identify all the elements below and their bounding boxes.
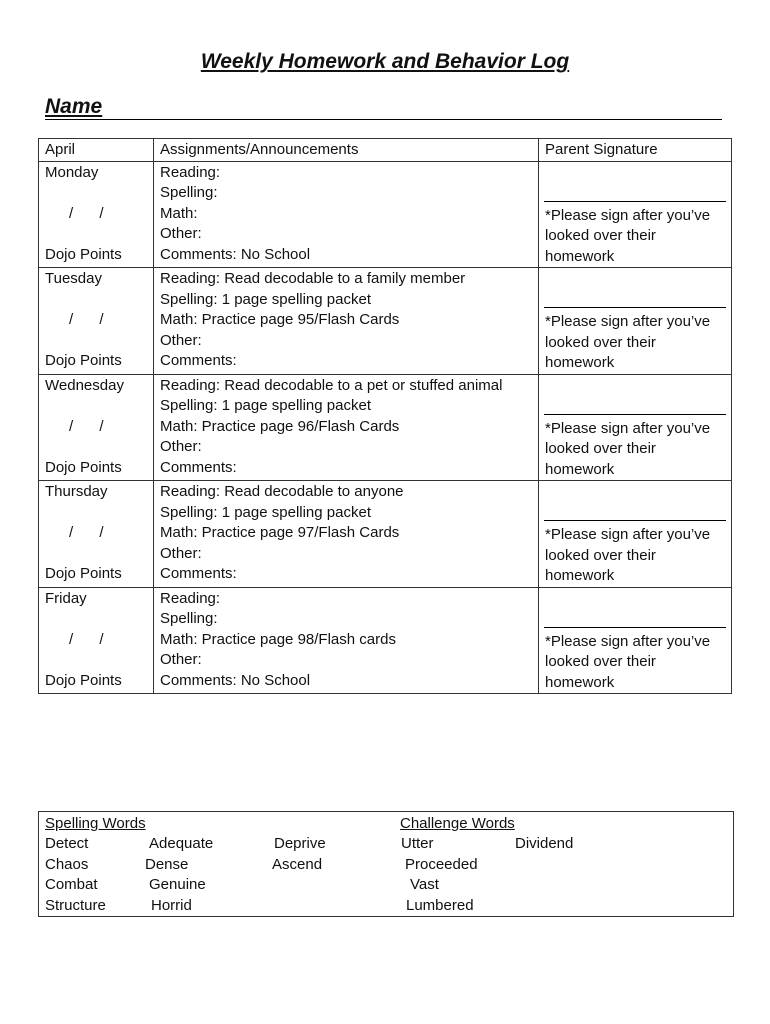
dojo-points-label: Dojo Points	[45, 245, 122, 263]
date-blank[interactable]: / /	[69, 311, 104, 328]
assignment-line: Math: Practice page 95/Flash Cards	[160, 311, 400, 328]
signature-line[interactable]	[544, 269, 726, 308]
signature-cell	[539, 481, 732, 588]
date-blank[interactable]: / /	[69, 630, 104, 648]
spelling-word: Combat	[45, 876, 98, 893]
assignments-cell	[154, 374, 539, 481]
assignment-line: Comments: No School	[160, 671, 311, 689]
word-list-box	[38, 811, 734, 917]
assignment-line: Reading:	[160, 589, 221, 607]
assignment-line: Comments:	[160, 565, 237, 582]
assignment-line: Reading:	[160, 163, 221, 181]
spelling-word: Deprive	[274, 835, 326, 852]
date-blank[interactable]: / /	[69, 417, 104, 435]
assignments-header: Assignments/Announcements	[154, 139, 539, 162]
assignment-line: Reading: Read decodable to a pet or stuffed animal	[160, 376, 503, 394]
assignment-line: Spelling:	[160, 184, 218, 201]
assignment-line: Reading: Read decodable to anyone	[160, 483, 404, 500]
assignment-line: Math:	[160, 204, 198, 222]
dojo-points-label: Dojo Points	[45, 458, 122, 476]
page-title: Weekly Homework and Behavior Log	[200, 50, 570, 73]
sign-note: *Please sign after you’ve looked over their homework	[545, 206, 711, 265]
signature-cell	[539, 587, 732, 694]
spelling-word: Horrid	[151, 897, 192, 914]
assignment-line: Comments:	[160, 352, 237, 369]
day-cell	[39, 374, 154, 481]
assignment-line: Comments: No School	[160, 245, 311, 263]
assignments-cell	[154, 268, 539, 375]
challenge-word: Vast	[410, 876, 439, 893]
day-cell	[39, 161, 154, 268]
assignment-line: Reading: Read decodable to a family member	[160, 270, 466, 287]
assignment-line: Other:	[160, 438, 202, 455]
dojo-points-label: Dojo Points	[45, 671, 122, 689]
day-name: Monday	[45, 163, 99, 181]
challenge-words-header: Challenge Words	[400, 815, 515, 832]
signature-cell	[539, 268, 732, 375]
assignment-line: Math: Practice page 97/Flash Cards	[160, 524, 400, 541]
assignment-line: Comments:	[160, 458, 237, 476]
spelling-word: Chaos	[45, 856, 89, 873]
name-label: Name	[45, 95, 103, 118]
spelling-words-header: Spelling Words	[45, 815, 146, 832]
signature-line[interactable]	[544, 589, 726, 628]
day-name: Friday	[45, 589, 87, 607]
signature-line[interactable]	[544, 482, 726, 521]
challenge-word: Utter	[401, 835, 434, 852]
sign-note: *Please sign after you’ve looked over their homework	[545, 526, 711, 584]
day-name: Thursday	[45, 483, 108, 500]
day-cell	[39, 268, 154, 375]
name-field[interactable]	[45, 95, 722, 120]
spelling-word: Genuine	[149, 876, 206, 893]
assignment-line: Spelling: 1 page spelling packet	[160, 503, 371, 521]
table-row	[39, 268, 732, 375]
sign-note: *Please sign after you’ve looked over their homework	[545, 419, 711, 478]
assignment-line: Other:	[160, 651, 202, 668]
signature-line[interactable]	[544, 163, 726, 202]
signature-cell	[539, 374, 732, 481]
date-blank[interactable]: / /	[69, 524, 104, 541]
spelling-word: Ascend	[272, 856, 323, 873]
challenge-word: Dividend	[515, 835, 574, 852]
signature-cell	[539, 161, 732, 268]
day-name: Wednesday	[45, 376, 124, 394]
spelling-word: Structure	[45, 897, 106, 914]
dojo-points-label: Dojo Points	[45, 565, 122, 582]
homework-log-table	[38, 138, 732, 694]
assignments-cell	[154, 481, 539, 588]
challenge-word: Lumbered	[406, 897, 474, 914]
spelling-word: Detect	[45, 835, 89, 852]
assignment-line: Math: Practice page 98/Flash cards	[160, 630, 396, 648]
dojo-points-label: Dojo Points	[45, 352, 122, 369]
day-name: Tuesday	[45, 270, 102, 287]
assignment-line: Other:	[160, 544, 202, 562]
assignment-line: Other:	[160, 331, 202, 349]
sign-note: *Please sign after you’ve looked over their homework	[545, 632, 711, 691]
table-row	[39, 587, 732, 694]
table-header-row	[39, 139, 732, 162]
table-row	[39, 374, 732, 481]
day-cell	[39, 587, 154, 694]
table-row	[39, 161, 732, 268]
spelling-word: Dense	[145, 856, 189, 873]
assignments-cell	[154, 161, 539, 268]
day-cell	[39, 481, 154, 588]
table-row	[39, 481, 732, 588]
assignment-line: Math: Practice page 96/Flash Cards	[160, 417, 400, 435]
challenge-word: Proceeded	[405, 856, 478, 873]
spelling-word: Adequate	[149, 835, 214, 852]
sign-note: *Please sign after you’ve looked over their homework	[545, 313, 711, 371]
assignment-line: Spelling: 1 page spelling packet	[160, 397, 371, 414]
month-header: April	[39, 139, 154, 162]
signature-line[interactable]	[544, 376, 726, 415]
assignment-line: Other:	[160, 225, 202, 242]
date-blank[interactable]: / /	[69, 204, 104, 222]
assignment-line: Spelling: 1 page spelling packet	[160, 290, 371, 308]
assignments-cell	[154, 587, 539, 694]
assignment-line: Spelling:	[160, 610, 218, 627]
signature-header: Parent Signature	[539, 139, 732, 162]
